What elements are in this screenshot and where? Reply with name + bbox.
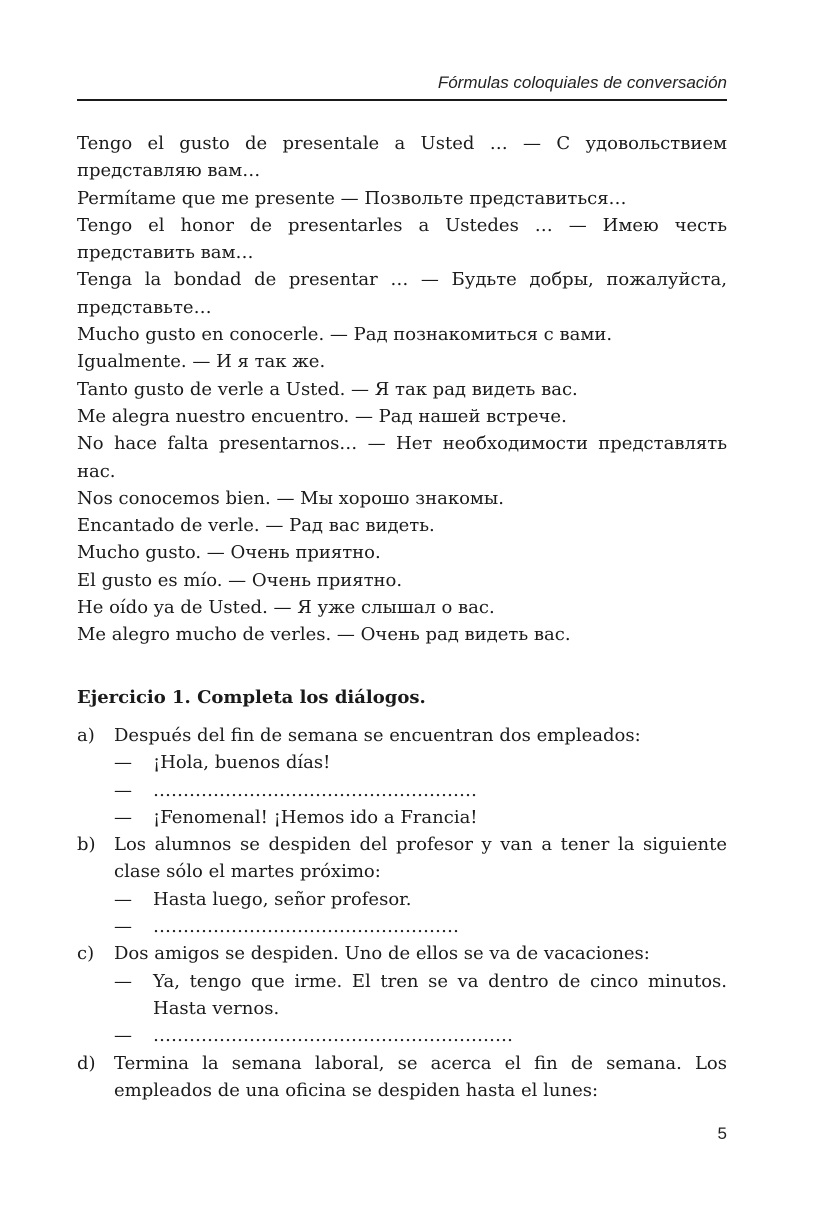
phrase-line: Tengo el honor de presentarles a Ustedes … — Имею честь представить вам… — [77, 214, 727, 264]
dialog-dash: — — [114, 888, 132, 910]
running-header: Fórmulas coloquiales de conversación — [437, 73, 727, 92]
item-label: c) — [77, 943, 95, 965]
item-intro: Los alumnos se despiden del profesor y van a tener la siguiente clase sólo el martes próximo: — [114, 834, 727, 883]
header-rule — [77, 99, 727, 101]
dialog-line — [114, 913, 727, 940]
exercise-list — [77, 722, 727, 1104]
dialog-line — [114, 777, 727, 804]
phrase-line: Mucho gusto en conocerle. — Рад познакомиться с вами. — [77, 324, 613, 346]
answer-blank: …………………………………………… — [153, 916, 459, 938]
phrase-line: Permítame que me presente — Позвольте представиться… — [77, 187, 627, 209]
answer-blank: ……………………………………………… — [153, 779, 477, 801]
dialog-text: ¡Fenomenal! ¡Hemos ido a Francia! — [153, 806, 478, 828]
dialog-dash: — — [114, 752, 132, 774]
phrase-line: Tanto gusto de verle a Usted. — Я так рад видеть вас. — [77, 378, 578, 400]
item-intro: Después del fin de semana se encuentran dos empleados: — [114, 725, 641, 746]
book-page — [77, 0, 727, 1211]
item-intro: Dos amigos se despiden. Uno de ellos se va de vacaciones: — [114, 943, 650, 965]
dialog-dash: — — [114, 779, 132, 801]
dialog-line — [114, 749, 727, 776]
item-body — [114, 831, 727, 940]
exercise-item-b — [77, 831, 727, 940]
dialog-dash: — — [114, 806, 132, 828]
dialog-dash: — — [114, 1025, 132, 1047]
dialog-dash: — — [114, 970, 132, 992]
item-label: b) — [77, 834, 96, 856]
dialog-line — [114, 886, 727, 913]
dialog-dash: — — [114, 916, 132, 938]
page-number: 5 — [717, 1124, 727, 1143]
phrase-line: Tenga la bondad de presentar … — Будьте добры, пожалуйста, представьте… — [77, 269, 727, 318]
phrase-line: Igualmente. — И я так же. — [77, 351, 326, 373]
dialog — [114, 968, 727, 1050]
dialog-line — [114, 968, 727, 1023]
phrase-line: No hace falta presentarnos… — Нет необходимости представлять нас. — [77, 433, 727, 482]
phrase-list — [77, 130, 727, 649]
dialog-line — [114, 1022, 727, 1049]
item-body — [114, 1050, 727, 1105]
answer-blank: …………………………………………………… — [153, 1025, 513, 1047]
phrase-line: Me alegro mucho de verles. — Очень рад видеть вас. — [77, 624, 571, 646]
exercise-item-d — [77, 1050, 727, 1105]
dialog — [114, 886, 727, 941]
item-label: a) — [77, 725, 95, 746]
phrase-line: El gusto es mío. — Очень приятно. — [77, 569, 403, 591]
dialog — [114, 749, 727, 831]
phrase-line: Nos conocemos bien. — Мы хорошо знакомы. — [77, 487, 504, 509]
dialog-text: ¡Hola, buenos días! — [153, 752, 331, 774]
item-label: d) — [77, 1052, 96, 1074]
phrase-line: He oído ya de Usted. — Я уже слышал о вас. — [77, 597, 495, 619]
phrase-line: Me alegra nuestro encuentro. — Рад нашей встрече. — [77, 405, 567, 427]
phrase-line: Encantado de verle. — Рад вас видеть. — [77, 515, 435, 537]
phrase-line: Mucho gusto. — Очень приятно. — [77, 542, 381, 564]
item-body — [114, 940, 727, 1049]
dialog-text: Ya, tengo que irme. El tren se va dentro de cinco minutos. Hasta vernos. — [153, 970, 727, 1019]
dialog-line — [114, 804, 727, 831]
item-body — [114, 722, 727, 831]
phrase-line: Tengo el gusto de presentale a Usted … — С удовольствием представляю вам… — [77, 133, 727, 182]
dialog-text: Hasta luego, señor profesor. — [153, 888, 412, 910]
item-intro: Termina la semana laboral, se acerca el fin de semana. Los empleados de una oficina se despiden hasta el lunes: — [114, 1052, 727, 1101]
exercise-title: Ejercicio 1. Completa los diálogos. — [77, 687, 426, 708]
exercise-item-a — [77, 722, 727, 831]
exercise-item-c — [77, 940, 727, 1049]
